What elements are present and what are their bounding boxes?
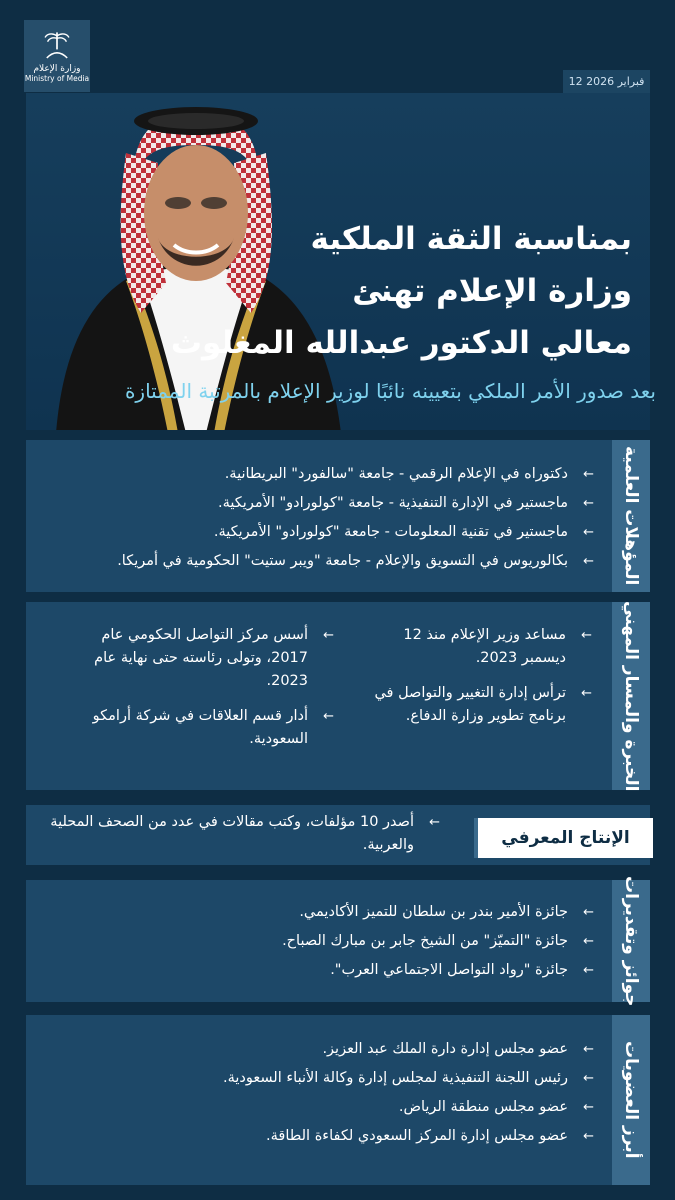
arrow-left-icon: ← bbox=[323, 709, 334, 724]
list-item: ← أدار قسم العلاقات في شركة أرامكو السعودية. bbox=[64, 705, 334, 751]
arrow-left-icon: ← bbox=[581, 686, 592, 701]
experience-title: الخبرة والمسار المهني bbox=[621, 600, 641, 792]
date-badge: 12 فبراير 2026 bbox=[563, 70, 650, 93]
logo-text-en: Ministry of Media bbox=[24, 74, 90, 83]
experience-tab bbox=[612, 602, 650, 790]
palm-swords-emblem-icon bbox=[40, 29, 74, 63]
list-item: ← أصدر 10 مؤلفات، وكتب مقالات في عدد من الصحف المحلية والعربية. bbox=[40, 811, 440, 857]
list-item: ← دكتوراه في الإعلام الرقمي - جامعة "سالفورد" البريطانية. bbox=[40, 462, 594, 487]
headline-line-3: معالي الدكتور عبدالله المغلوث bbox=[170, 325, 632, 361]
production-title: الإنتاج المعرفي bbox=[474, 818, 653, 858]
list-item: ← مساعد وزير الإعلام منذ 12 ديسمبر 2023. bbox=[362, 624, 592, 670]
list-item: ← جائزة الأمير بندر بن سلطان للتميز الأكاديمي. bbox=[40, 900, 594, 925]
memberships-tab bbox=[612, 1015, 650, 1185]
arrow-left-icon: ← bbox=[583, 934, 594, 949]
ministry-logo bbox=[24, 20, 90, 92]
list-item: ← بكالوريوس في التسويق والإعلام - جامعة "ويبر ستيت" الحكومية في أمريكا. bbox=[40, 549, 594, 574]
qualifications-section bbox=[26, 440, 650, 592]
arrow-left-icon: ← bbox=[583, 496, 594, 511]
list-item: ← عضو مجلس إدارة المركز السعودي لكفاءة الطاقة. bbox=[40, 1124, 594, 1149]
arrow-left-icon: ← bbox=[583, 1100, 594, 1115]
list-item: ← جائزة "التميّز" من الشيخ جابر بن مبارك الصباح. bbox=[40, 929, 594, 954]
list-item: ← ترأس إدارة التغيير والتواصل في برنامج تطوير وزارة الدفاع. bbox=[362, 682, 592, 728]
list-item: ← ماجستير في الإدارة التنفيذية - جامعة "كولورادو" الأمريكية. bbox=[40, 491, 594, 516]
arrow-left-icon: ← bbox=[583, 554, 594, 569]
arrow-left-icon: ← bbox=[583, 1071, 594, 1086]
qualifications-tab bbox=[612, 440, 650, 592]
arrow-left-icon: ← bbox=[583, 467, 594, 482]
headline-line-1: بمناسبة الثقة الملكية bbox=[310, 221, 632, 257]
arrow-left-icon: ← bbox=[583, 1042, 594, 1057]
list-item: ← عضو مجلس منطقة الرياض. bbox=[40, 1095, 594, 1120]
qualifications-title: المؤهلات العلمية bbox=[621, 446, 641, 586]
list-item: ← عضو مجلس إدارة دارة الملك عبد العزيز. bbox=[40, 1037, 594, 1062]
arrow-left-icon: ← bbox=[583, 1129, 594, 1144]
arrow-left-icon: ← bbox=[429, 815, 440, 830]
subtitle: بعد صدور الأمر الملكي بتعيينه نائبًا لوزير الإعلام بالمرتبة الممتازة bbox=[124, 379, 656, 403]
logo-text-ar: وزارة الإعلام bbox=[33, 64, 81, 74]
arrow-left-icon: ← bbox=[583, 905, 594, 920]
arrow-left-icon: ← bbox=[583, 525, 594, 540]
arrow-left-icon: ← bbox=[583, 963, 594, 978]
experience-section bbox=[26, 602, 650, 790]
list-item: ← ماجستير في تقنية المعلومات - جامعة "كولورادو" الأمريكية. bbox=[40, 520, 594, 545]
awards-section bbox=[26, 875, 650, 1007]
list-item: ← رئيس اللجنة التنفيذية لمجلس إدارة وكالة الأنباء السعودية. bbox=[40, 1066, 594, 1091]
headline-line-2: وزارة الإعلام تهنئ bbox=[352, 273, 632, 309]
list-item: ← أسس مركز التواصل الحكومي عام 2017، وتولى رئاسته حتى نهاية عام 2023. bbox=[64, 624, 334, 693]
list-item: ← جائزة "رواد التواصل الاجتماعي العرب". bbox=[40, 958, 594, 983]
memberships-title: أبرز العضويات bbox=[621, 1041, 641, 1159]
arrow-left-icon: ← bbox=[323, 628, 334, 643]
arrow-left-icon: ← bbox=[581, 628, 592, 643]
awards-title: جوائز وتقديرات bbox=[621, 875, 641, 1007]
memberships-section bbox=[26, 1015, 650, 1185]
awards-tab bbox=[612, 875, 650, 1007]
